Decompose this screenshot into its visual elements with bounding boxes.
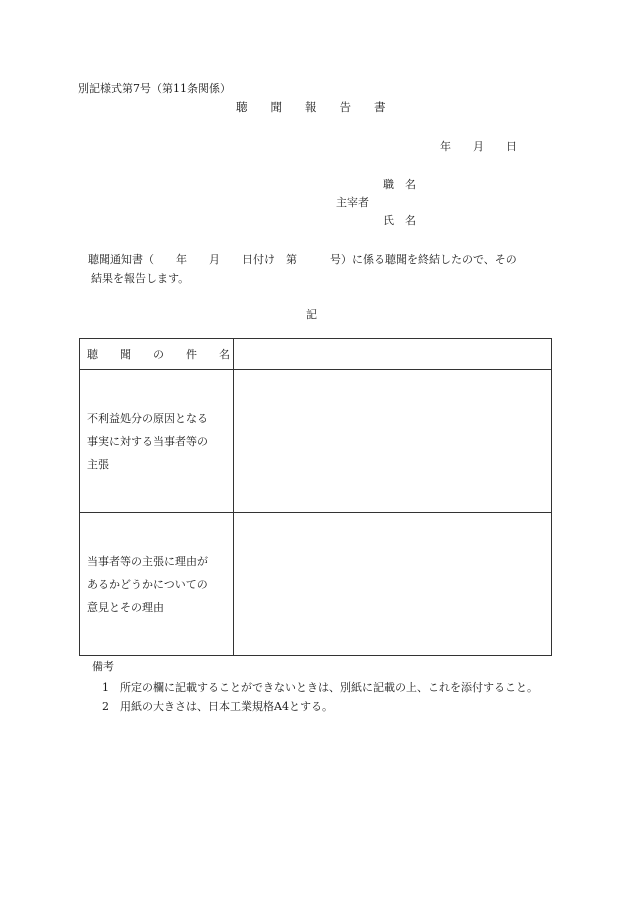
- body-text-line-1: 聴聞通知書（ 年 月 日付け 第 号）に係る聴聞を終結したので、その: [88, 253, 517, 266]
- report-table: [79, 338, 552, 656]
- opinion-label-line: 当事者等の主張に理由が: [87, 554, 208, 568]
- remark-text: 所定の欄に記載することができないときは、別紙に記載の上、これを添付すること。: [120, 681, 538, 694]
- opinion-label: [80, 513, 234, 656]
- claim-field[interactable]: [234, 370, 552, 513]
- claim-label-line: 主張: [87, 457, 109, 471]
- opinion-field[interactable]: [234, 513, 552, 656]
- table-row-case: [80, 339, 552, 370]
- post-label: 職 名: [383, 178, 416, 191]
- remark-item: [102, 679, 538, 695]
- remark-number: 2: [102, 700, 109, 713]
- name-label: 氏 名: [383, 214, 416, 227]
- host-label: 主宰者: [336, 196, 369, 209]
- date-line: 年 月 日: [440, 140, 517, 153]
- document-title: 聴 聞 報 告 書: [236, 100, 386, 114]
- table-row-opinion: [80, 513, 552, 656]
- remarks-heading: 備考: [92, 660, 114, 673]
- opinion-label-line: 意見とその理由: [87, 600, 164, 614]
- claim-label-line: 事実に対する当事者等の: [87, 434, 208, 448]
- claim-label: [80, 370, 234, 513]
- opinion-label-line: あるかどうかについての: [87, 577, 208, 591]
- case-name-field[interactable]: [234, 339, 552, 370]
- table-row-claim: [80, 370, 552, 513]
- claim-label-line: 不利益処分の原因となる: [87, 411, 208, 425]
- remark-number: 1: [102, 681, 109, 694]
- form-number: 別記様式第7号（第11条関係）: [78, 82, 231, 95]
- remark-text: 用紙の大きさは、日本工業規格A4とする。: [120, 700, 333, 713]
- ki-heading: 記: [306, 308, 317, 321]
- body-text-line-2: 結果を報告します。: [91, 272, 190, 285]
- case-name-label: 聴 聞 の 件 名: [80, 339, 234, 370]
- remark-item: [102, 698, 333, 714]
